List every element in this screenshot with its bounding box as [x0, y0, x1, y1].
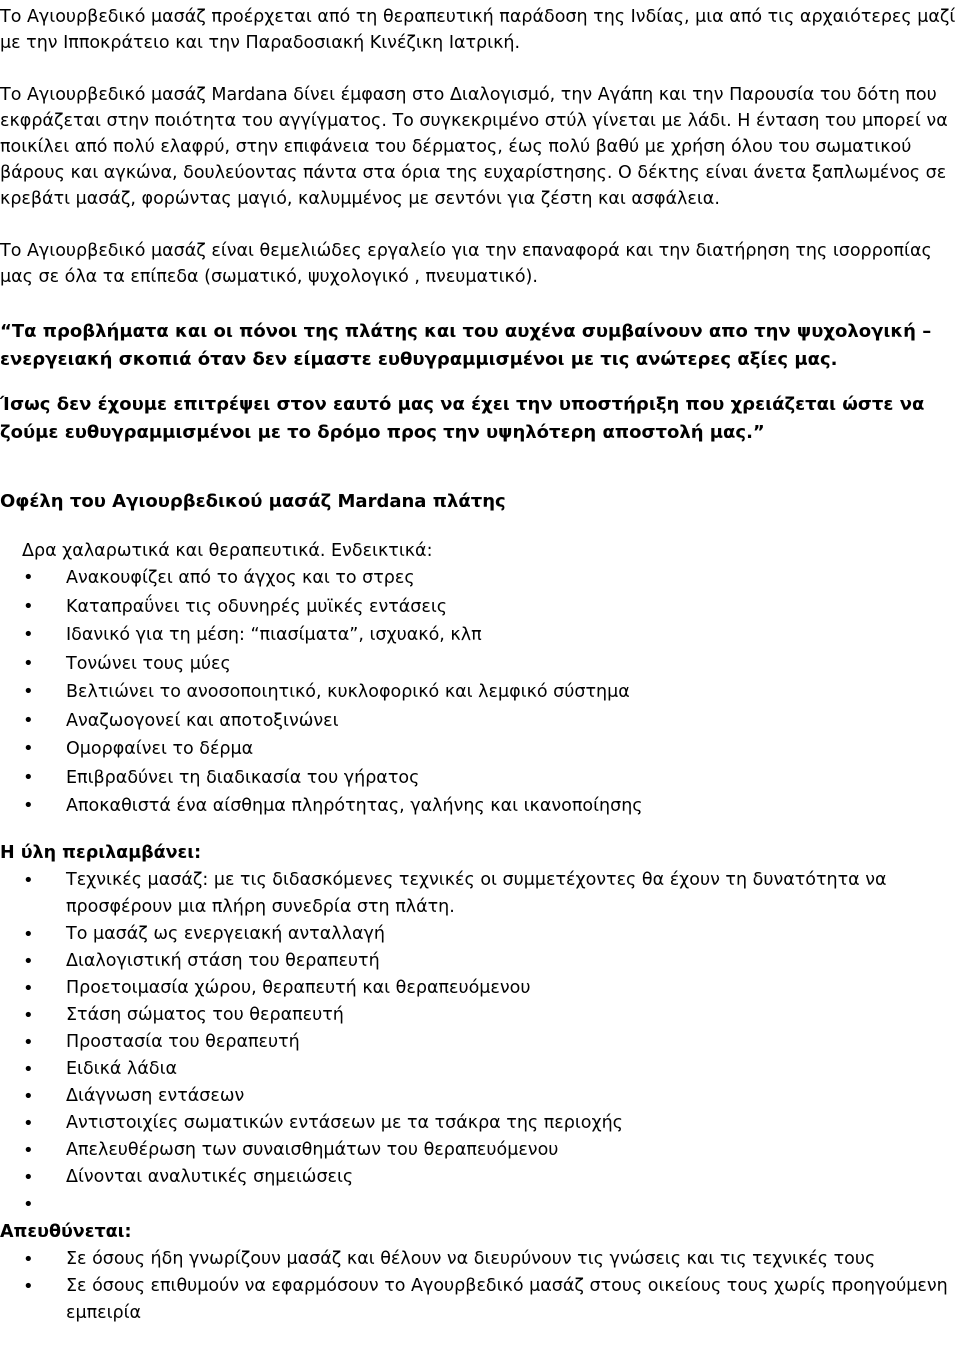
bullet-icon: • [23, 1275, 34, 1297]
audience-list [0, 1246, 960, 1327]
benefits-intro: Δρα χαλαρωτικά και θεραπευτικά. Ενδεικτικά: [22, 541, 433, 561]
intro-paragraph-3: Το Αγιουρβεδικό μασάζ είναι θεμελιώδες εργαλείο για την επαναφορά και την διατήρηση της ισορροπίας μας σε όλα τα επίπεδα (σωματικό, ψυχολογικό , πνευματικό). [0, 241, 932, 287]
bullet-icon: • [23, 923, 34, 945]
bullet-icon: • [23, 1031, 34, 1053]
bullet-icon: • [23, 652, 34, 674]
list-item: • Το μασάζ ως ενεργειακή ανταλλαγή [0, 921, 960, 948]
list-item: • Ανακουφίζει από το άγχος και το στρες [0, 564, 960, 593]
bullet-icon: • [23, 1085, 34, 1107]
list-item: • Καταπραΰνει τις οδυνηρές μυϊκές εντάσεις [0, 593, 960, 622]
intro-paragraph-2: Το Αγιουρβεδικό μασάζ Mardana δίνει έμφαση στο Διαλογισμό, την Αγάπη και την Παρουσία του δότη που εκφράζεται στην ποιότητα του αγγίγματος. Το συγκεκριμένο στύλ γίνεται με λάδι. Η ένταση του μπορεί να ποικίλει από πολύ ελαφρύ, στην επιφάνεια του δέρματος, έως πολύ βαθύ με χρήση όλου του σωματικού βάρους και αγκώνα, δουλεύοντας πάντα στα όρια της ευχαρίστησης. Ο δέκτης είναι άνετα ξαπλωμένος σε κρεβάτι μασάζ, φορώντας μαγιό, καλυμμένος με σεντόνι για ζέστη και ασφάλεια. [0, 85, 948, 209]
list-item: • Διάγνωση εντάσεων [0, 1083, 960, 1110]
list-item: • Σε όσους ήδη γνωρίζουν μασάζ και θέλουν να διευρύνουν τις γνώσεις και τις τεχνικές τους [0, 1246, 960, 1273]
bullet-icon: • [23, 1248, 34, 1270]
bullet-icon: • [23, 738, 34, 759]
quote-paragraph-2: Ίσως δεν έχουμε επιτρέψει στον εαυτό μας να έχει την υποστήριξη που χρειάζεται ώστε να ζούμε ευθυγραμμισμένοι με το δρόμο προς την υψηλότερη αποστολή μας.” [0, 394, 925, 443]
list-item: • Διαλογιστική στάση του θεραπευτή [0, 948, 960, 975]
bullet-icon: • [23, 624, 34, 645]
benefits-list [0, 564, 960, 821]
list-item: • Προετοιμασία χώρου, θεραπευτή και θεραπευόμενου [0, 975, 960, 1002]
bullet-icon: • [23, 869, 34, 891]
list-item: • Αποκαθιστά ένα αίσθημα πληρότητας, γαλήνης και ικανοποίησης [0, 792, 960, 821]
list-item: • Δίνονται αναλυτικές σημειώσεις [0, 1164, 960, 1191]
bullet-icon: • [23, 1139, 34, 1161]
bullet-icon: • [23, 1166, 34, 1188]
list-item: • Προστασία του θεραπευτή [0, 1029, 960, 1056]
bullet-icon: • [23, 567, 34, 588]
list-item: • Αντιστοιχίες σωματικών εντάσεων με τα τσάκρα της περιοχής [0, 1110, 960, 1137]
list-item: • Επιβραδύνει τη διαδικασία του γήρατος [0, 764, 960, 793]
bullet-icon: • [23, 1004, 34, 1026]
bullet-icon: • [23, 1193, 34, 1215]
list-item: • Στάση σώματος του θεραπευτή [0, 1002, 960, 1029]
content-heading: Η ύλη περιλαμβάνει: [0, 842, 202, 863]
list-item: • Σε όσους επιθυμούν να εφαρμόσουν το Αγουρβεδικό μασάζ στους οικείους τους χωρίς προηγούμενη εμπειρία [0, 1273, 960, 1327]
list-item: • Αναζωογονεί και αποτοξινώνει [0, 707, 960, 736]
bullet-icon: • [23, 766, 34, 788]
intro-paragraph-1: Το Αγιουρβεδικό μασάζ προέρχεται από τη θεραπευτική παράδοση της Ινδίας, μια από τις αρχαιότερες μαζί με την Ιπποκράτειο και την Παραδοσιακή Κινέζικη Ιατρική. [0, 7, 956, 53]
list-item [0, 1191, 960, 1218]
bullet-icon: • [23, 595, 34, 617]
bullet-icon: • [23, 977, 34, 999]
bullet-icon: • [23, 1112, 34, 1134]
list-item: • Τεχνικές μασάζ: με τις διδασκόμενες τεχνικές οι συμμετέχοντες θα έχουν τη δυνατότητα να προσφέρουν μια πλήρη συνεδρία στη πλάτη. [0, 867, 960, 921]
bullet-icon: • [23, 681, 34, 702]
audience-heading: Απευθύνεται: [0, 1221, 132, 1242]
list-item: • Βελτιώνει το ανοσοποιητικό, κυκλοφορικό και λεμφικό σύστημα [0, 678, 960, 707]
list-item: • Τονώνει τους μύες [0, 650, 960, 679]
bullet-icon: • [23, 795, 34, 816]
content-list [0, 867, 960, 1218]
bullet-icon: • [23, 709, 34, 731]
bullet-icon: • [23, 950, 34, 972]
benefits-heading: Οφέλη του Αγιουρβεδικού μασάζ Mardana πλάτης [0, 491, 506, 512]
list-item: • Ομορφαίνει το δέρμα [0, 735, 960, 764]
quote-paragraph-1: “Τα προβλήματα και οι πόνοι της πλάτης και του αυχένα συμβαίνουν απο την ψυχολογική –ενεργειακή σκοπιά όταν δεν είμαστε ευθυγραμμισμένοι με τις ανώτερες αξίες μας. [0, 321, 932, 370]
bullet-icon: • [23, 1058, 34, 1080]
list-item: • Ιδανικό για τη μέση: “πιασίματα”, ισχυακό, κλπ [0, 621, 960, 650]
list-item: • Απελευθέρωση των συναισθημάτων του θεραπευόμενου [0, 1137, 960, 1164]
list-item: • Ειδικά λάδια [0, 1056, 960, 1083]
